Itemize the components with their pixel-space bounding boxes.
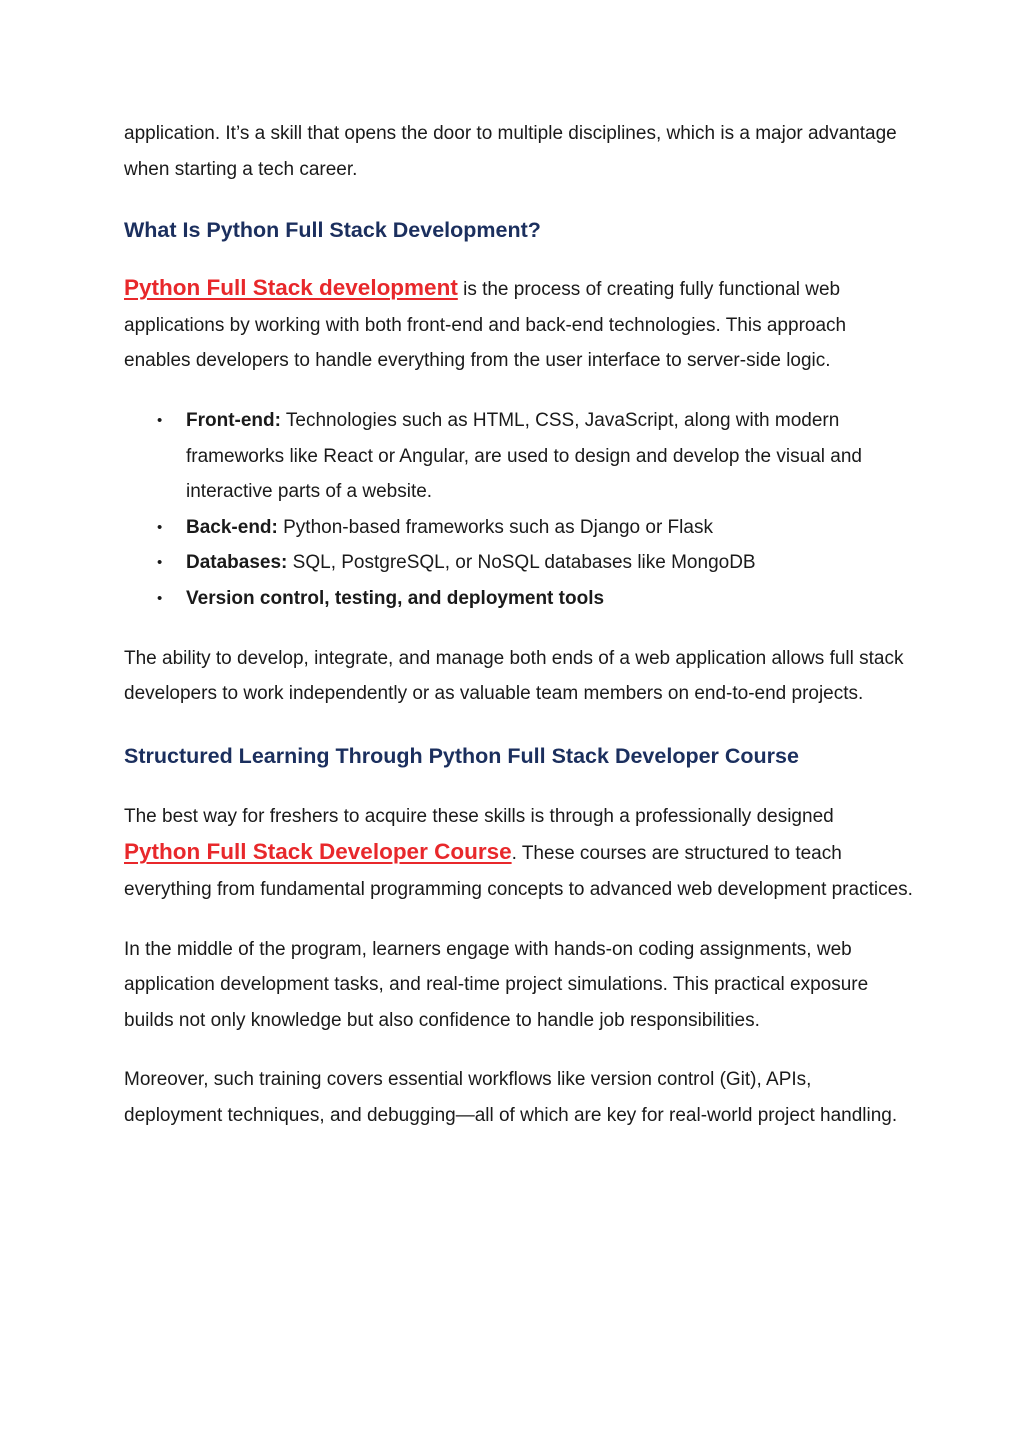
bullet-icon: •: [157, 411, 163, 429]
technology-list: [124, 403, 914, 617]
bullet-icon: •: [157, 518, 163, 536]
section-heading-structured-learning: Structured Learning Through Python Full Stack Developer Course: [124, 743, 799, 768]
bullet-icon: •: [157, 554, 163, 572]
definition-paragraph: [124, 270, 914, 379]
list-item-front-end: [157, 403, 914, 510]
bullet-icon: •: [157, 589, 163, 607]
list-item-text: SQL, PostgreSQL, or NoSQL databases like MongoDB: [287, 552, 756, 574]
list-item-version-control: [157, 581, 914, 617]
list-item-label: Databases:: [186, 552, 288, 574]
list-item-label: Front-end:: [186, 409, 281, 431]
definition-text: is the process of creating fully functional web applications by working with both front-end and back-end technologies. This approach enables developers to handle everything from the user interface to server-side logic.: [124, 279, 847, 372]
program-middle-paragraph: In the middle of the program, learners engage with hands-on coding assignments, web application development tasks, and real-time project simulations. This practical exposure builds not only knowledge but also confidence to handle job responsibilities.: [124, 938, 869, 1031]
best-way-paragraph: [124, 799, 914, 908]
python-full-stack-development-link[interactable]: Python Full Stack development: [124, 275, 458, 301]
list-item-text: Technologies such as HTML, CSS, JavaScript, along with modern frameworks like React or Angular, are used to design and develop the visual and interactive parts of a website.: [186, 409, 862, 503]
list-item-databases: [157, 545, 914, 581]
list-item-label: Version control, testing, and deployment tools: [186, 587, 605, 609]
moreover-paragraph: Moreover, such training covers essential workflows like version control (Git), APIs, deployment techniques, and debugging—all of which are key for real-world project handling.: [124, 1069, 898, 1126]
section-heading-what-is: What Is Python Full Stack Development?: [124, 218, 541, 243]
list-item-text: Python-based frameworks such as Django or Flask: [277, 516, 713, 538]
list-item-label: Back-end:: [186, 516, 278, 538]
intro-paragraph: application. It’s a skill that opens the door to multiple disciplines, which is a major advantage when starting a tech career.: [124, 123, 897, 180]
ability-paragraph: The ability to develop, integrate, and manage both ends of a web application allows full stack developers to work independently or as valuable team members on end-to-end projects.: [124, 647, 904, 705]
python-full-stack-developer-course-link[interactable]: Python Full Stack Developer Course: [124, 839, 512, 865]
list-item-back-end: [157, 510, 914, 546]
best-way-text: The best way for freshers to acquire these skills is through a professionally designed: [124, 805, 834, 827]
best-way-text-continued: . These courses are structured to teach everything from fundamental programming concepts to advanced web development practices.: [124, 843, 913, 900]
document-page: [124, 116, 914, 1133]
